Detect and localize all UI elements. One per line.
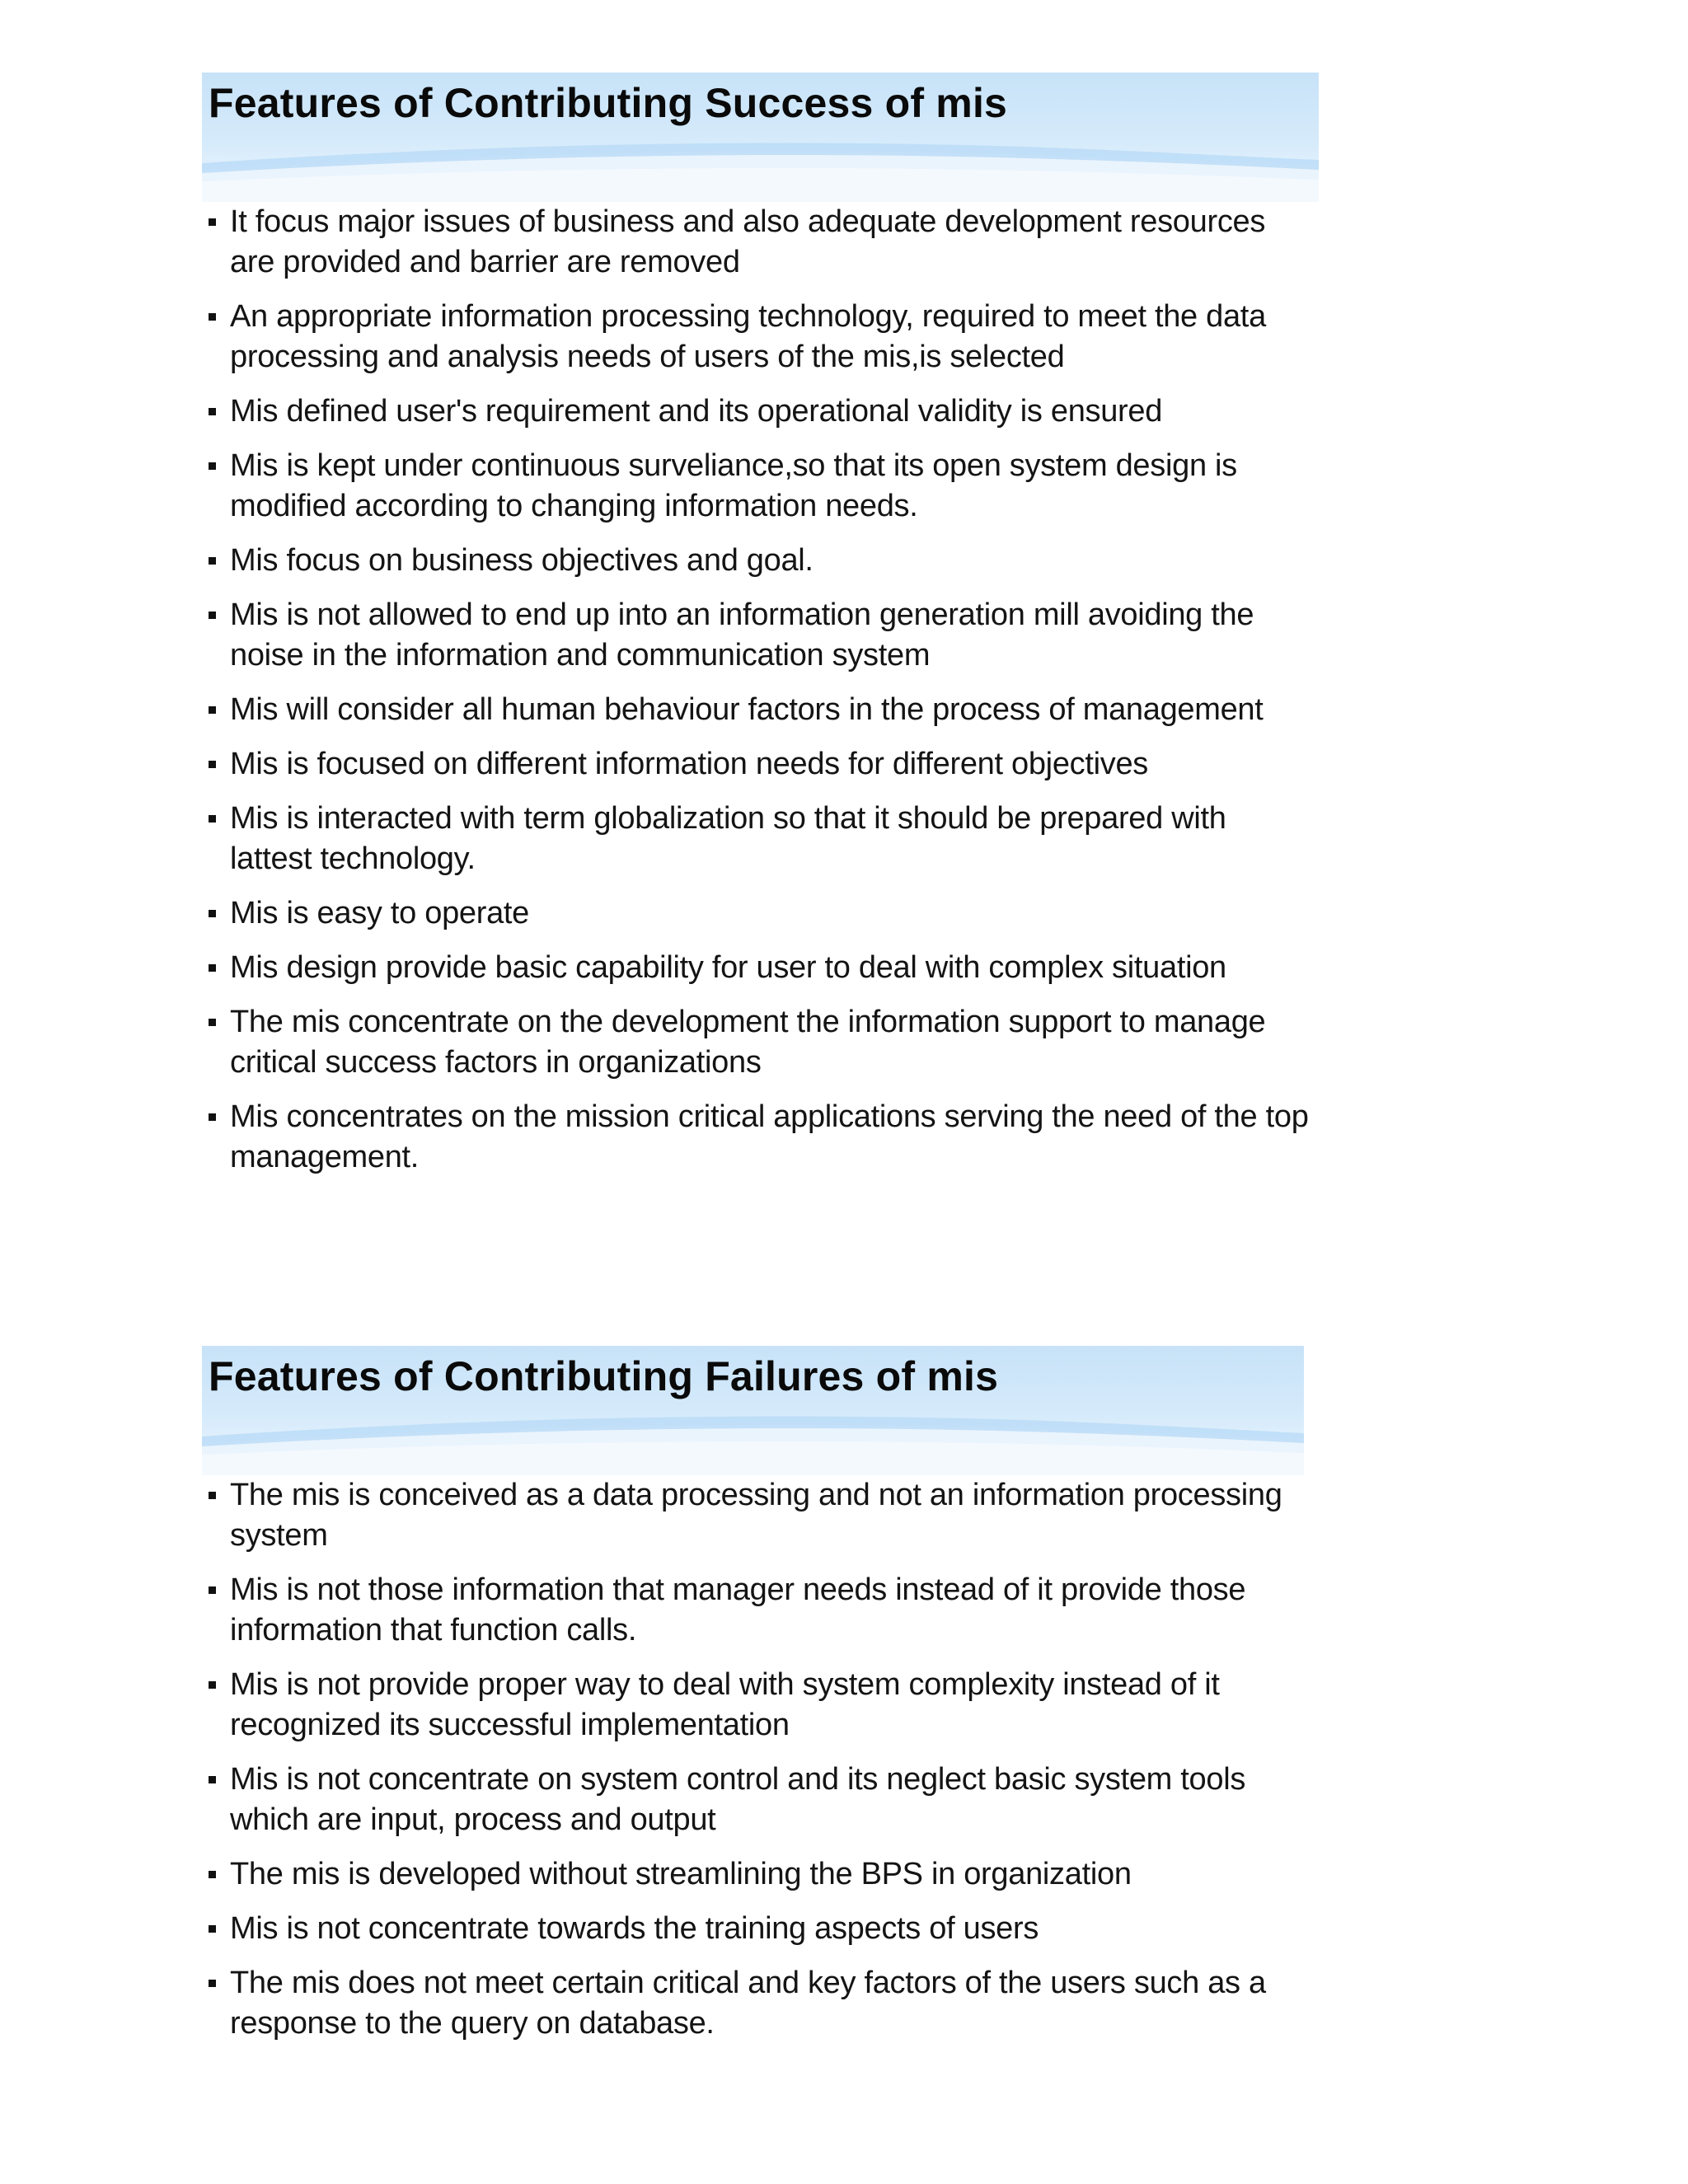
- failures-heading: Features of Contributing Failures of mis: [209, 1353, 999, 1399]
- list-item: Mis is kept under continuous surveliance,so that its open system design is modified according to changing information needs.: [202, 446, 1306, 527]
- list-item: Mis focus on business objectives and goal.: [202, 541, 1306, 581]
- list-item: Mis is not concentrate towards the training aspects of users: [202, 1909, 1298, 1949]
- list-item: Mis is not concentrate on system control and its neglect basic system tools which are input, process and output: [202, 1760, 1298, 1840]
- list-item: The mis does not meet certain critical and key factors of the users such as a response to the query on database.: [202, 1963, 1298, 2044]
- list-item: The mis is conceived as a data processing and not an information processing system: [202, 1475, 1298, 1556]
- bullet-square-icon: [209, 1681, 216, 1689]
- list-item: Mis is not those information that manager needs instead of it provide those information that function calls.: [202, 1570, 1298, 1651]
- bullet-square-icon: [209, 815, 216, 823]
- list-item: Mis is interacted with term globalization so that it should be prepared with lattest technology.: [202, 799, 1311, 879]
- bullet-square-icon: [209, 612, 216, 619]
- bullet-square-icon: [209, 1980, 216, 1987]
- list-item: Mis defined user's requirement and its operational validity is ensured: [202, 391, 1306, 432]
- bullet-square-icon: [209, 1019, 216, 1026]
- bullet-square-icon: [209, 1113, 216, 1121]
- bullet-square-icon: [209, 557, 216, 565]
- bullet-square-icon: [209, 964, 216, 972]
- failures-list: [202, 1475, 1298, 2044]
- bullet-square-icon: [209, 706, 216, 714]
- list-item: Mis is not provide proper way to deal with system complexity instead of it recognized its successful implementation: [202, 1665, 1298, 1746]
- list-item: It focus major issues of business and also adequate development resources are provided and barrier are removed: [202, 202, 1306, 283]
- success-list-part2: [202, 799, 1311, 1178]
- bullet-square-icon: [209, 1776, 216, 1783]
- bullet-square-icon: [209, 910, 216, 917]
- success-slide: [202, 73, 1319, 1333]
- bullet-square-icon: [209, 218, 216, 226]
- bullet-square-icon: [209, 1871, 216, 1878]
- list-item: Mis is focused on different information needs for different objectives: [202, 744, 1306, 785]
- list-item: Mis is not allowed to end up into an information generation mill avoiding the noise in the information and communication system: [202, 595, 1306, 676]
- list-item: Mis concentrates on the mission critical applications serving the need of the top management.: [202, 1097, 1311, 1178]
- bullet-square-icon: [209, 462, 216, 470]
- list-item: The mis is developed without streamlining the BPS in organization: [202, 1854, 1298, 1895]
- bullet-square-icon: [209, 761, 216, 768]
- success-list-part1: [202, 202, 1306, 785]
- bullet-square-icon: [209, 1925, 216, 1933]
- banner-wave-decoration: [202, 130, 1319, 202]
- bullet-square-icon: [209, 313, 216, 321]
- bullet-square-icon: [209, 408, 216, 415]
- failures-title-banner: [202, 1346, 1304, 1475]
- list-item: Mis design provide basic capability for user to deal with complex situation: [202, 948, 1311, 988]
- failures-slide: [202, 1346, 1304, 2170]
- list-item: An appropriate information processing technology, required to meet the data processing and analysis needs of users of the mis,is selected: [202, 297, 1306, 377]
- list-item: The mis concentrate on the development the information support to manage critical success factors in organizations: [202, 1002, 1311, 1083]
- success-title-banner: [202, 73, 1319, 202]
- bullet-square-icon: [209, 1492, 216, 1499]
- bullet-square-icon: [209, 1586, 216, 1594]
- success-heading: Features of Contributing Success of mis: [209, 80, 1008, 126]
- list-item: Mis will consider all human behaviour factors in the process of management: [202, 690, 1306, 730]
- banner-wave-decoration: [202, 1404, 1304, 1475]
- list-item: Mis is easy to operate: [202, 893, 1311, 934]
